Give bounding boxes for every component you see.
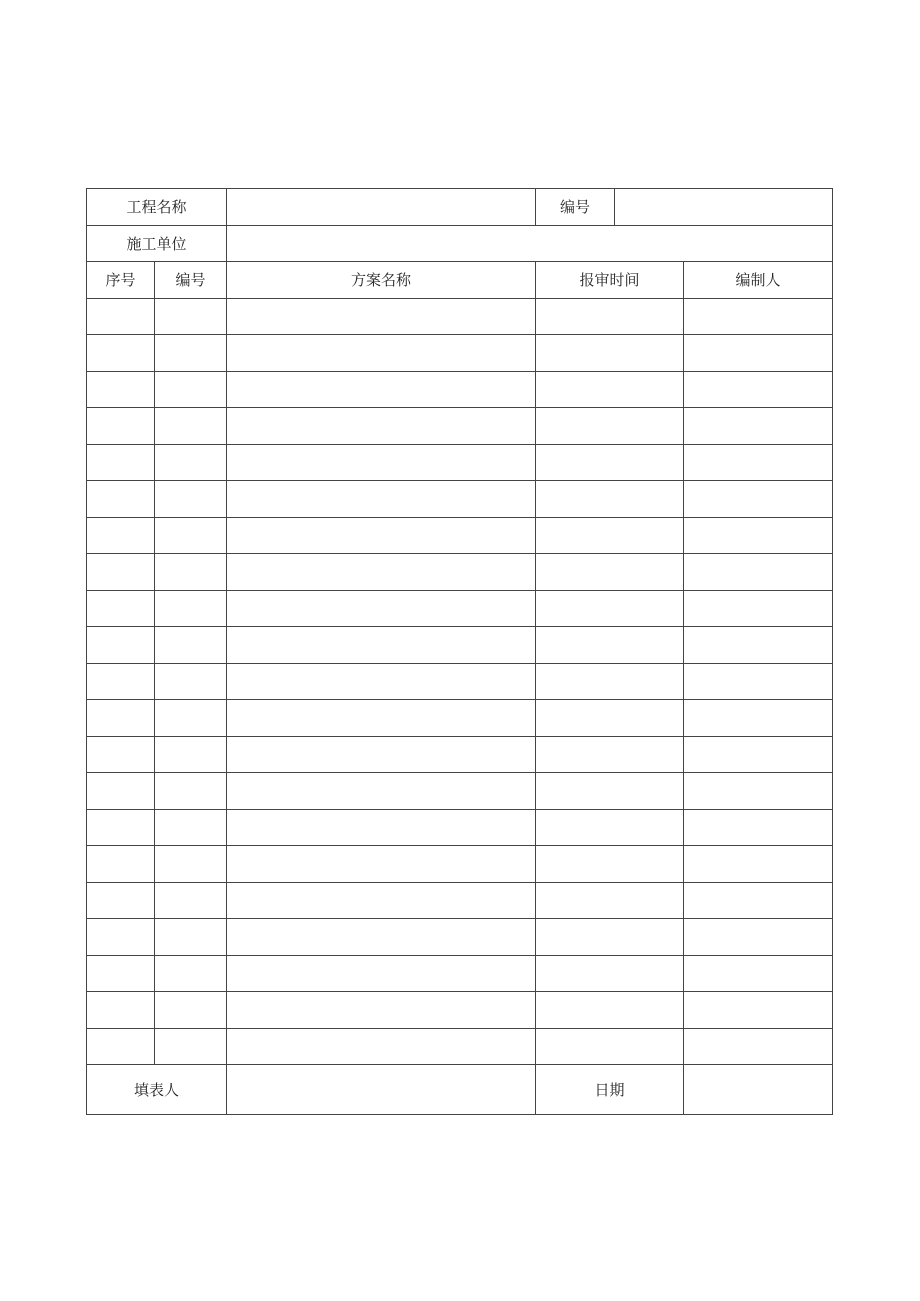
submit-time-cell[interactable] xyxy=(536,846,684,883)
table-body xyxy=(87,189,833,1115)
seq-cell[interactable] xyxy=(87,773,155,810)
project-name-row xyxy=(87,189,833,226)
author-cell[interactable] xyxy=(684,846,833,883)
plan-name-cell[interactable] xyxy=(227,700,536,737)
plan-name-cell[interactable] xyxy=(227,627,536,664)
number-cell[interactable] xyxy=(155,590,227,627)
number-cell[interactable] xyxy=(155,408,227,445)
number-cell[interactable] xyxy=(155,481,227,518)
table-row xyxy=(87,371,833,408)
author-cell[interactable] xyxy=(684,298,833,335)
contractor-row xyxy=(87,225,833,262)
seq-cell[interactable] xyxy=(87,408,155,445)
seq-cell[interactable] xyxy=(87,590,155,627)
number-cell[interactable] xyxy=(155,663,227,700)
table-row xyxy=(87,408,833,445)
seq-cell[interactable] xyxy=(87,1028,155,1065)
author-cell[interactable] xyxy=(684,992,833,1029)
seq-cell[interactable] xyxy=(87,481,155,518)
submit-time-cell[interactable] xyxy=(536,882,684,919)
number-field[interactable] xyxy=(615,189,833,226)
submit-time-cell[interactable] xyxy=(536,590,684,627)
number-cell[interactable] xyxy=(155,992,227,1029)
table-row xyxy=(87,882,833,919)
table-row xyxy=(87,590,833,627)
submit-time-cell[interactable] xyxy=(536,408,684,445)
table-row xyxy=(87,992,833,1029)
submit-time-cell[interactable] xyxy=(536,736,684,773)
table-row xyxy=(87,444,833,481)
author-cell[interactable] xyxy=(684,517,833,554)
table-row xyxy=(87,846,833,883)
plan-name-cell[interactable] xyxy=(227,1028,536,1065)
table-row xyxy=(87,481,833,518)
author-cell[interactable] xyxy=(684,554,833,591)
author-cell[interactable] xyxy=(684,627,833,664)
table-row xyxy=(87,919,833,956)
table-row xyxy=(87,955,833,992)
column-header-number: 编号 xyxy=(155,262,227,299)
submit-time-cell[interactable] xyxy=(536,481,684,518)
submit-time-cell[interactable] xyxy=(536,663,684,700)
author-cell[interactable] xyxy=(684,1028,833,1065)
author-cell[interactable] xyxy=(684,663,833,700)
number-cell[interactable] xyxy=(155,736,227,773)
submit-time-cell[interactable] xyxy=(536,809,684,846)
plan-name-cell[interactable] xyxy=(227,481,536,518)
number-cell[interactable] xyxy=(155,1028,227,1065)
author-cell[interactable] xyxy=(684,700,833,737)
column-header-seq: 序号 xyxy=(87,262,155,299)
author-cell[interactable] xyxy=(684,444,833,481)
number-cell[interactable] xyxy=(155,809,227,846)
number-cell[interactable] xyxy=(155,371,227,408)
author-cell[interactable] xyxy=(684,371,833,408)
plan-name-cell[interactable] xyxy=(227,955,536,992)
number-label: 编号 xyxy=(536,189,615,226)
plan-name-cell[interactable] xyxy=(227,335,536,372)
seq-cell[interactable] xyxy=(87,846,155,883)
submit-time-cell[interactable] xyxy=(536,517,684,554)
table-row xyxy=(87,517,833,554)
plan-name-cell[interactable] xyxy=(227,554,536,591)
contractor-field[interactable] xyxy=(227,225,833,262)
plan-name-cell[interactable] xyxy=(227,590,536,627)
table-row xyxy=(87,773,833,810)
plan-name-cell[interactable] xyxy=(227,517,536,554)
column-header-submit-time: 报审时间 xyxy=(536,262,684,299)
project-name-field[interactable] xyxy=(227,189,536,226)
table-row xyxy=(87,627,833,664)
plan-name-cell[interactable] xyxy=(227,663,536,700)
table-row xyxy=(87,298,833,335)
seq-cell[interactable] xyxy=(87,371,155,408)
number-cell[interactable] xyxy=(155,335,227,372)
submit-time-cell[interactable] xyxy=(536,298,684,335)
seq-cell[interactable] xyxy=(87,736,155,773)
seq-cell[interactable] xyxy=(87,627,155,664)
submit-time-cell[interactable] xyxy=(536,335,684,372)
table-row xyxy=(87,809,833,846)
plan-name-cell[interactable] xyxy=(227,882,536,919)
seq-cell[interactable] xyxy=(87,444,155,481)
plan-register-table xyxy=(86,188,833,1115)
filler-field[interactable] xyxy=(227,1065,536,1115)
plan-name-cell[interactable] xyxy=(227,992,536,1029)
submit-time-cell[interactable] xyxy=(536,371,684,408)
submit-time-cell[interactable] xyxy=(536,627,684,664)
table-row xyxy=(87,736,833,773)
number-cell[interactable] xyxy=(155,955,227,992)
table-row xyxy=(87,663,833,700)
column-header-author: 编制人 xyxy=(684,262,833,299)
author-cell[interactable] xyxy=(684,955,833,992)
column-header-plan-name: 方案名称 xyxy=(227,262,536,299)
number-cell[interactable] xyxy=(155,298,227,335)
contractor-label: 施工单位 xyxy=(87,225,227,262)
submit-time-cell[interactable] xyxy=(536,919,684,956)
number-cell[interactable] xyxy=(155,700,227,737)
submit-time-cell[interactable] xyxy=(536,444,684,481)
plan-name-cell[interactable] xyxy=(227,408,536,445)
submit-time-cell[interactable] xyxy=(536,773,684,810)
submit-time-cell[interactable] xyxy=(536,955,684,992)
number-cell[interactable] xyxy=(155,517,227,554)
seq-cell[interactable] xyxy=(87,955,155,992)
author-cell[interactable] xyxy=(684,773,833,810)
submit-time-cell[interactable] xyxy=(536,992,684,1029)
author-cell[interactable] xyxy=(684,809,833,846)
seq-cell[interactable] xyxy=(87,809,155,846)
plan-name-cell[interactable] xyxy=(227,298,536,335)
table-row xyxy=(87,1028,833,1065)
author-cell[interactable] xyxy=(684,919,833,956)
column-header-row xyxy=(87,262,833,299)
table-row xyxy=(87,554,833,591)
seq-cell[interactable] xyxy=(87,992,155,1029)
seq-cell[interactable] xyxy=(87,882,155,919)
plan-name-cell[interactable] xyxy=(227,809,536,846)
number-cell[interactable] xyxy=(155,444,227,481)
date-field[interactable] xyxy=(684,1065,833,1115)
filler-label: 填表人 xyxy=(87,1065,227,1115)
plan-name-cell[interactable] xyxy=(227,773,536,810)
table-row xyxy=(87,335,833,372)
submit-time-cell[interactable] xyxy=(536,554,684,591)
seq-cell[interactable] xyxy=(87,700,155,737)
plan-name-cell[interactable] xyxy=(227,444,536,481)
seq-cell[interactable] xyxy=(87,663,155,700)
table-row xyxy=(87,700,833,737)
seq-cell[interactable] xyxy=(87,517,155,554)
number-cell[interactable] xyxy=(155,627,227,664)
plan-name-cell[interactable] xyxy=(227,371,536,408)
number-cell[interactable] xyxy=(155,919,227,956)
plan-name-cell[interactable] xyxy=(227,736,536,773)
author-cell[interactable] xyxy=(684,335,833,372)
seq-cell[interactable] xyxy=(87,298,155,335)
project-name-label: 工程名称 xyxy=(87,189,227,226)
author-cell[interactable] xyxy=(684,882,833,919)
number-cell[interactable] xyxy=(155,882,227,919)
footer-row xyxy=(87,1065,833,1115)
number-cell[interactable] xyxy=(155,773,227,810)
author-cell[interactable] xyxy=(684,408,833,445)
seq-cell[interactable] xyxy=(87,919,155,956)
plan-name-cell[interactable] xyxy=(227,919,536,956)
author-cell[interactable] xyxy=(684,481,833,518)
date-label: 日期 xyxy=(536,1065,684,1115)
author-cell[interactable] xyxy=(684,736,833,773)
seq-cell[interactable] xyxy=(87,554,155,591)
number-cell[interactable] xyxy=(155,846,227,883)
number-cell[interactable] xyxy=(155,554,227,591)
author-cell[interactable] xyxy=(684,590,833,627)
seq-cell[interactable] xyxy=(87,335,155,372)
plan-name-cell[interactable] xyxy=(227,846,536,883)
submit-time-cell[interactable] xyxy=(536,1028,684,1065)
submit-time-cell[interactable] xyxy=(536,700,684,737)
